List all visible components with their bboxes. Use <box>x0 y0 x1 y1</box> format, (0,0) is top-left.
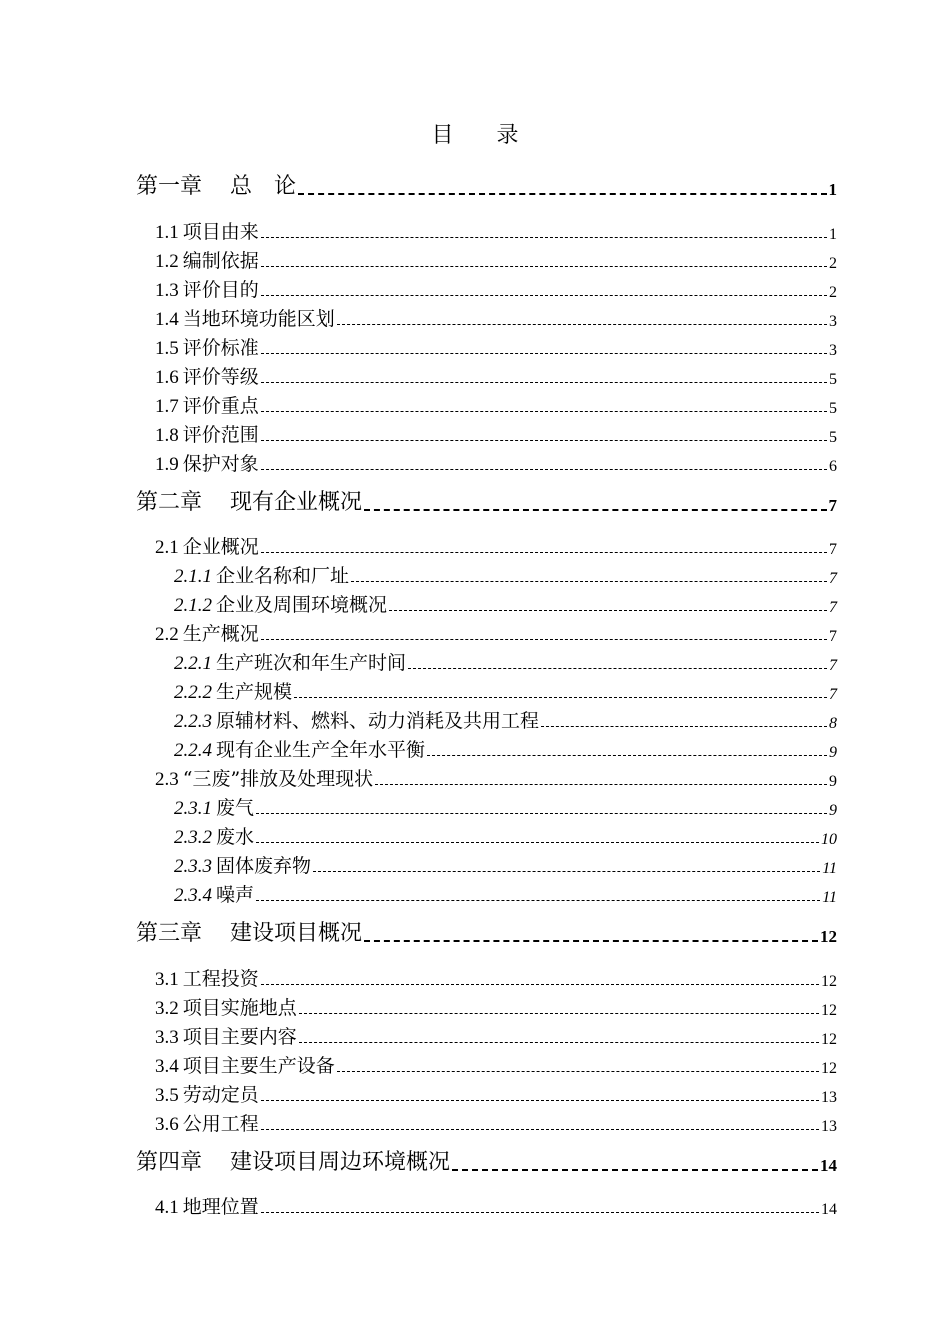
toc-entry-section[interactable] <box>155 994 837 1020</box>
toc-entry-title: 固体废弃物 <box>216 855 312 877</box>
toc-entry-label <box>155 449 259 476</box>
toc-entry-label <box>136 1145 450 1176</box>
toc-entry-page-number: 14 <box>820 1156 837 1175</box>
dot-leader <box>408 668 827 669</box>
toc-entry-page-number: 9 <box>829 773 837 790</box>
toc-entry-title: 当地环境功能区划 <box>182 308 335 330</box>
toc-entry-number: 2.2 <box>155 624 179 645</box>
dot-leader <box>313 871 820 872</box>
dot-leader <box>261 295 827 296</box>
toc-entry-sub[interactable] <box>174 707 837 733</box>
toc-entry-page-number: 2 <box>829 284 837 301</box>
toc-entry-title: 建设项目周边环境概况 <box>230 1150 451 1175</box>
toc-entry-section[interactable] <box>155 450 837 476</box>
toc-entry-number: 2.1 <box>155 537 179 558</box>
toc-entry-sub[interactable] <box>174 736 837 762</box>
toc-entry-number: 2.3 <box>155 769 179 790</box>
toc-entry-section[interactable] <box>155 421 837 447</box>
toc-entry-page-number: 1 <box>828 180 837 199</box>
toc-entry-page-number: 12 <box>821 1002 837 1019</box>
toc-entry-number: 3.5 <box>155 1085 179 1106</box>
dot-leader <box>351 581 827 582</box>
toc-entry-page-number: 7 <box>828 496 837 515</box>
toc-entry-number: 4.1 <box>155 1197 179 1218</box>
toc-entry-number: 1.8 <box>155 425 179 446</box>
dot-leader <box>256 900 820 901</box>
toc-entry-number: 3.3 <box>155 1027 179 1048</box>
toc-entry-title: 建设项目概况 <box>230 921 363 946</box>
toc-entry-label <box>155 391 259 418</box>
toc-entry-sub[interactable] <box>174 562 837 588</box>
toc-entry-section[interactable] <box>155 1052 837 1078</box>
toc-entry-section[interactable] <box>155 1023 837 1049</box>
dot-leader <box>261 984 819 985</box>
dot-leader <box>261 382 827 383</box>
toc-entry-chapter[interactable] <box>136 1146 837 1176</box>
toc-entry-page-number: 7 <box>829 686 837 703</box>
toc-entry-label <box>155 1080 259 1107</box>
toc-entry-page-number: 12 <box>821 1060 837 1077</box>
dot-leader <box>261 1129 819 1130</box>
toc-entry-page-number: 14 <box>821 1201 837 1218</box>
toc-entry-label <box>155 964 259 991</box>
dot-leader <box>256 842 819 843</box>
toc-entry-page-number: 11 <box>822 860 837 877</box>
toc-entry-section[interactable] <box>155 305 837 331</box>
toc-entry-label <box>155 993 297 1020</box>
toc-entry-label <box>174 793 254 820</box>
toc-entry-label <box>174 735 425 762</box>
toc-entry-title: 总 论 <box>230 174 297 199</box>
toc-entry-page-number: 7 <box>829 657 837 674</box>
toc-entry-number: 1.4 <box>155 309 179 330</box>
dot-leader <box>261 552 827 553</box>
toc-entry-section[interactable] <box>155 533 837 559</box>
toc-entry-section[interactable] <box>155 392 837 418</box>
toc-entry-page-number: 3 <box>829 313 837 330</box>
toc-entry-title: 生产概况 <box>182 623 259 645</box>
toc-entry-title: 评价范围 <box>182 424 259 446</box>
toc-entry-title: 现有企业概况 <box>230 490 363 515</box>
toc-entry-page-number: 5 <box>829 371 837 388</box>
toc-entry-label <box>174 590 387 617</box>
toc-entry-sub[interactable] <box>174 823 837 849</box>
toc-entry-sub[interactable] <box>174 852 837 878</box>
toc-entry-title: 劳动定员 <box>182 1084 259 1106</box>
toc-entry-number: 2.2.4 <box>174 740 212 761</box>
dot-leader <box>427 755 827 756</box>
toc-entry-page-number: 10 <box>821 831 837 848</box>
toc-entry-title: 生产班次和年生产时间 <box>216 652 407 674</box>
dot-leader <box>337 324 827 325</box>
toc-entry-page-number: 2 <box>829 255 837 272</box>
toc-entry-title: 噪声 <box>216 884 255 906</box>
toc-entry-sub[interactable] <box>174 591 837 617</box>
toc-entry-sub[interactable] <box>174 794 837 820</box>
dot-leader <box>261 440 827 441</box>
dot-leader <box>389 610 827 611</box>
dot-leader <box>337 1071 819 1072</box>
toc-entry-label <box>155 217 259 244</box>
toc-entry-page-number: 9 <box>829 744 837 761</box>
toc-entry-title: 评价重点 <box>182 395 259 417</box>
toc-entry-section[interactable] <box>155 276 837 302</box>
toc-entry-sub[interactable] <box>174 649 837 675</box>
dot-leader <box>364 509 826 511</box>
dot-leader <box>261 353 827 354</box>
toc-entry-title: 工程投资 <box>182 968 259 990</box>
toc-entry-number: 3.2 <box>155 998 179 1019</box>
toc-entry-number: 3.6 <box>155 1114 179 1135</box>
toc-entry-label <box>155 362 259 389</box>
dot-leader <box>299 1013 819 1014</box>
dot-leader <box>452 1169 818 1171</box>
toc-entry-label <box>174 706 539 733</box>
toc-entry-number: 1.6 <box>155 367 179 388</box>
toc-entry-page-number: 13 <box>821 1089 837 1106</box>
toc-entry-number: 2.2.3 <box>174 711 212 732</box>
toc-entry-title: 原辅材料、燃料、动力消耗及共用工程 <box>216 710 540 732</box>
toc-entry-section[interactable] <box>155 620 837 646</box>
toc-entry-section[interactable] <box>155 1081 837 1107</box>
toc-entry-section[interactable] <box>155 965 837 991</box>
toc-entry-page-number: 8 <box>829 715 837 732</box>
toc-entry-section[interactable] <box>155 247 837 273</box>
page-title: 目 录 <box>431 123 537 148</box>
dot-leader <box>261 1212 819 1213</box>
toc-entry-label <box>174 822 254 849</box>
toc-entry-title: “三废”排放及处理现状 <box>182 768 374 790</box>
toc-entry-number: 2.1.2 <box>174 595 212 616</box>
toc-entry-number: 1.1 <box>155 222 179 243</box>
dot-leader <box>299 1042 819 1043</box>
toc-entry-label <box>136 485 362 516</box>
toc-entry-number: 1.9 <box>155 454 179 475</box>
toc-entry-page-number: 7 <box>829 570 837 587</box>
toc-entry-title: 生产规模 <box>216 681 293 703</box>
toc-entry-label <box>155 1109 259 1136</box>
dot-leader <box>364 940 818 942</box>
toc-entry-number: 第二章 <box>136 490 203 515</box>
toc-entry-section[interactable] <box>155 363 837 389</box>
toc-entry-number: 1.7 <box>155 396 179 417</box>
toc-entry-page-number: 7 <box>829 541 837 558</box>
toc-entry-number: 2.2.2 <box>174 682 212 703</box>
toc-entry-sub[interactable] <box>174 678 837 704</box>
toc-entry-label <box>136 916 362 947</box>
toc-entry-number: 2.2.1 <box>174 653 212 674</box>
toc-entry-section[interactable] <box>155 1193 837 1219</box>
toc-entry-label <box>155 1051 335 1078</box>
toc-entry-title: 编制依据 <box>182 250 259 272</box>
dot-leader <box>375 784 827 785</box>
toc-entry-label <box>136 169 296 200</box>
toc-entry-page-number: 12 <box>820 927 837 946</box>
toc-entry-title: 项目由来 <box>182 221 259 243</box>
toc-entry-number: 3.4 <box>155 1056 179 1077</box>
toc-entry-page-number: 6 <box>829 458 837 475</box>
toc-entry-number: 2.3.1 <box>174 798 212 819</box>
toc-entry-label <box>174 880 254 907</box>
toc-entry-number: 2.3.4 <box>174 885 212 906</box>
toc-entry-label <box>155 275 259 302</box>
dot-leader <box>541 726 827 727</box>
toc-entry-label <box>155 304 335 331</box>
toc-entry-label <box>174 648 406 675</box>
toc-entry-page-number: 12 <box>821 1031 837 1048</box>
toc-entry-title: 保护对象 <box>182 453 259 475</box>
toc-entry-title: 评价标准 <box>182 337 259 359</box>
toc-entry-label <box>155 532 259 559</box>
toc-entry-title: 现有企业生产全年水平衡 <box>216 739 426 761</box>
toc-entry-label <box>174 851 311 878</box>
toc-entry-number: 2.3.2 <box>174 827 212 848</box>
toc-entry-title: 企业名称和厂址 <box>216 565 350 587</box>
dot-leader <box>261 469 827 470</box>
toc-entry-page-number: 5 <box>829 400 837 417</box>
toc-entry-number: 1.3 <box>155 280 179 301</box>
toc-entry-number: 第一章 <box>136 174 203 199</box>
toc-entry-title: 废水 <box>216 826 255 848</box>
toc-entry-label <box>155 764 373 791</box>
toc-entry-section[interactable] <box>155 765 837 791</box>
toc-entry-number: 1.2 <box>155 251 179 272</box>
toc-entry-title: 企业概况 <box>182 536 259 558</box>
toc-entry-number: 3.1 <box>155 969 179 990</box>
toc-entry-title: 公用工程 <box>182 1113 259 1135</box>
toc-entry-title: 企业及周围环境概况 <box>216 594 388 616</box>
toc-entry-number: 2.3.3 <box>174 856 212 877</box>
dot-leader <box>261 237 827 238</box>
toc-entry-section[interactable] <box>155 1110 837 1136</box>
dot-leader <box>298 193 826 195</box>
toc-entry-label <box>155 246 259 273</box>
toc-entry-page-number: 13 <box>821 1118 837 1135</box>
toc-entry-label <box>174 561 349 588</box>
toc-entry-sub[interactable] <box>174 881 837 907</box>
toc-entry-page-number: 1 <box>829 226 837 243</box>
toc-entry-number: 第三章 <box>136 921 203 946</box>
dot-leader <box>294 697 827 698</box>
toc-entry-number: 2.1.1 <box>174 566 212 587</box>
toc-entry-page-number: 11 <box>822 889 837 906</box>
toc-entry-section[interactable] <box>155 334 837 360</box>
toc-entry-page-number: 12 <box>821 973 837 990</box>
dot-leader <box>256 813 827 814</box>
toc-entry-title: 评价等级 <box>182 366 259 388</box>
toc-entry-chapter[interactable] <box>136 170 837 200</box>
toc-entry-label <box>155 1192 259 1219</box>
toc-entry-title: 项目主要内容 <box>182 1026 297 1048</box>
toc-entry-title: 项目主要生产设备 <box>182 1055 335 1077</box>
toc-entry-label <box>155 333 259 360</box>
dot-leader <box>261 1100 819 1101</box>
toc-entry-title: 项目实施地点 <box>182 997 297 1019</box>
toc-entry-title: 评价目的 <box>182 279 259 301</box>
toc-entry-label <box>155 420 259 447</box>
toc-entry-chapter[interactable] <box>136 486 837 516</box>
toc-entry-page-number: 7 <box>829 599 837 616</box>
toc-entry-page-number: 3 <box>829 342 837 359</box>
toc-entry-label <box>174 677 292 704</box>
toc-entry-number: 1.5 <box>155 338 179 359</box>
dot-leader <box>261 266 827 267</box>
toc-entry-title: 废气 <box>216 797 255 819</box>
toc-entry-label <box>155 1022 297 1049</box>
toc-entry-title: 地理位置 <box>182 1196 259 1218</box>
toc-entry-number: 第四章 <box>136 1150 203 1175</box>
dot-leader <box>261 639 827 640</box>
toc-entry-chapter[interactable] <box>136 917 837 947</box>
toc-entry-page-number: 9 <box>829 802 837 819</box>
toc-entry-page-number: 5 <box>829 429 837 446</box>
dot-leader <box>261 411 827 412</box>
toc-entry-section[interactable] <box>155 218 837 244</box>
toc-entry-page-number: 7 <box>829 628 837 645</box>
toc-entry-label <box>155 619 259 646</box>
